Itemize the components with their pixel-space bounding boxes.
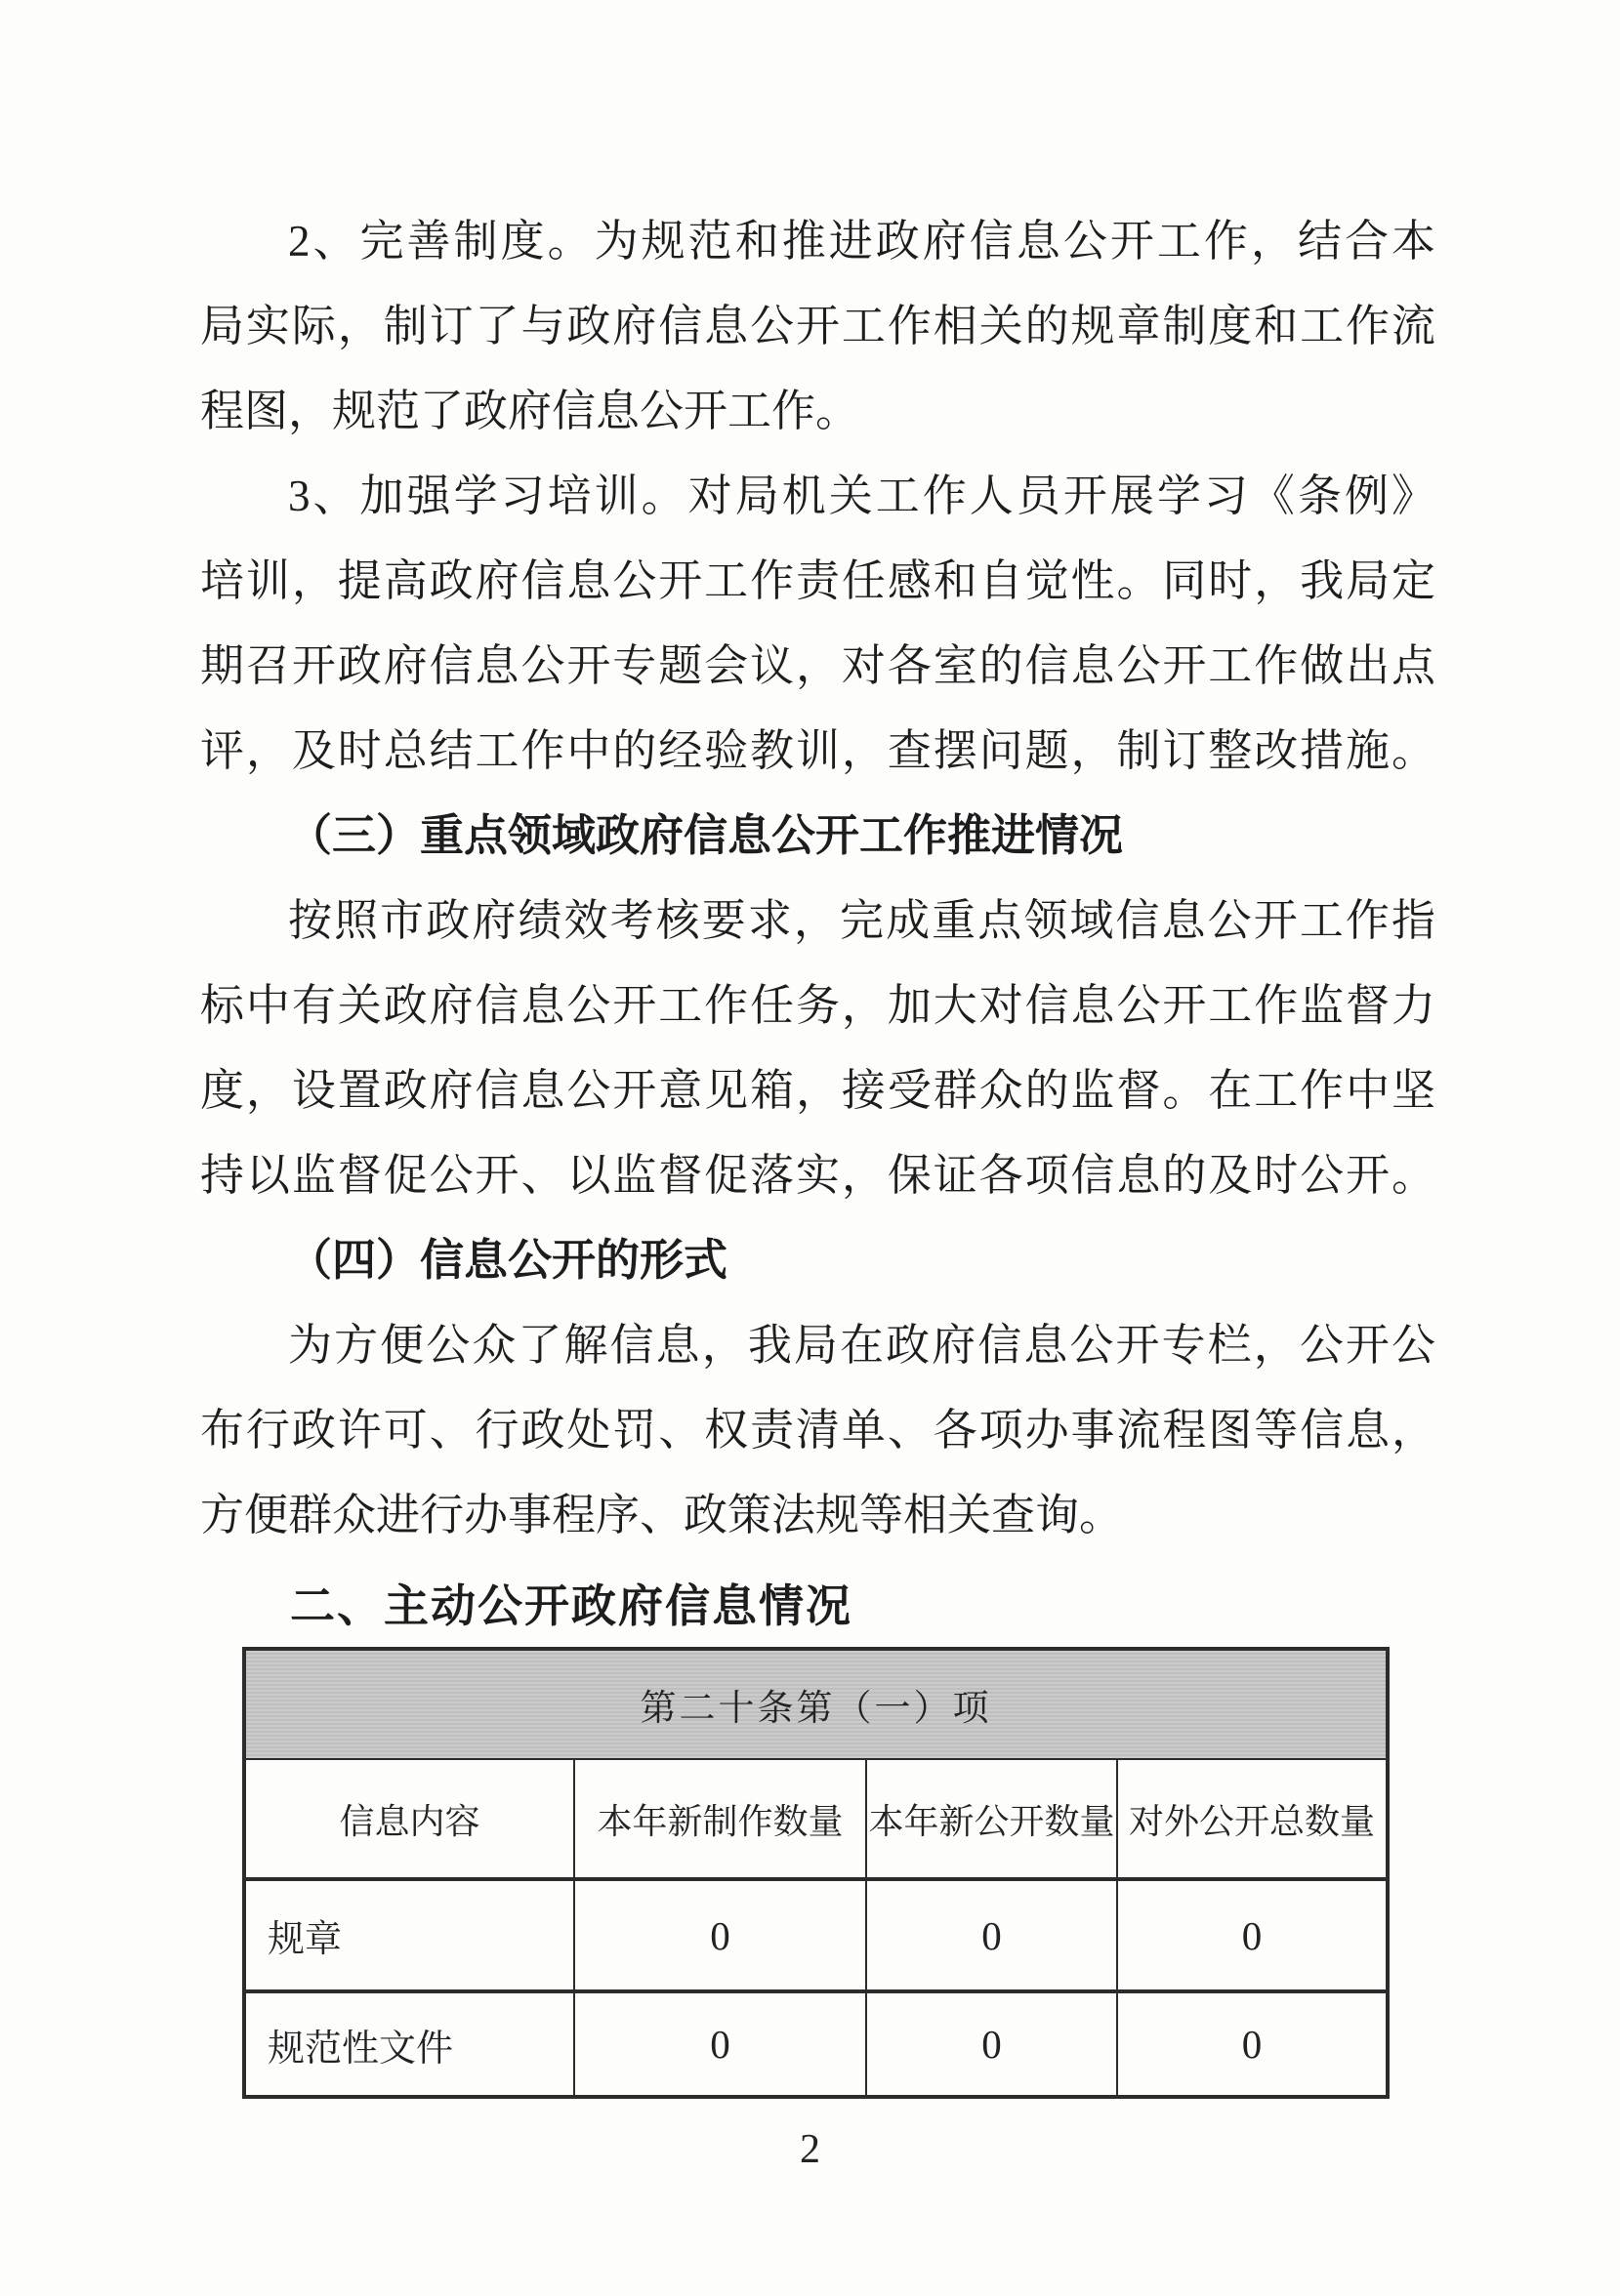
column-header: 本年新公开数量 xyxy=(866,1759,1117,1879)
text-line: 为方便公众了解信息，我局在政府信息公开专栏，公开公 xyxy=(288,1321,1435,1370)
text-line: 程图，规范了政府信息公开工作。 xyxy=(200,387,860,435)
table-caption: 第二十条第（一）项 xyxy=(244,1649,1388,1759)
text-line: 局实际，制订了与政府信息公开工作相关的规章制度和工作流 xyxy=(200,302,1435,350)
table-header-row xyxy=(244,1759,1388,1879)
column-header: 信息内容 xyxy=(244,1759,574,1879)
section-heading: 二、主动公开政府信息情况 xyxy=(290,1580,852,1631)
text-line: 评，及时总结工作中的经验教训，查摆问题，制订整改措施。 xyxy=(200,726,1435,775)
text-line: 方便群众进行办事程序、政策法规等相关查询。 xyxy=(200,1491,1124,1539)
text-line: 2、完善制度。为规范和推进政府信息公开工作，结合本 xyxy=(288,217,1435,266)
subsection-heading: （三）重点领域政府信息公开工作推进情况 xyxy=(288,811,1124,860)
cell-value: 0 xyxy=(574,1991,866,2097)
table-caption-row xyxy=(244,1649,1388,1759)
cell-value: 0 xyxy=(1117,1879,1388,1991)
text-line: 度，设置政府信息公开意见箱，接受群众的监督。在工作中坚 xyxy=(200,1066,1435,1115)
subsection-heading: （四）信息公开的形式 xyxy=(288,1236,728,1285)
text-line: 按照市政府绩效考核要求，完成重点领域信息公开工作指 xyxy=(288,896,1435,945)
column-header: 对外公开总数量 xyxy=(1117,1759,1388,1879)
column-header: 本年新制作数量 xyxy=(574,1759,866,1879)
text-line: 3、加强学习培训。对局机关工作人员开展学习《条例》 xyxy=(288,472,1435,520)
text-line: 标中有关政府信息公开工作任务，加大对信息公开工作监督力 xyxy=(200,981,1435,1030)
text-line: 培训，提高政府信息公开工作责任感和自觉性。同时，我局定 xyxy=(200,556,1435,605)
text-line: 持以监督促公开、以监督促落实，保证各项信息的及时公开。 xyxy=(200,1151,1435,1200)
row-label: 规范性文件 xyxy=(244,1991,574,2097)
table-row xyxy=(244,1991,1388,2097)
cell-value: 0 xyxy=(866,1991,1117,2097)
text-line: 期召开政府信息公开专题会议，对各室的信息公开工作做出点 xyxy=(200,641,1435,690)
row-label: 规章 xyxy=(244,1879,574,1991)
disclosure-table xyxy=(242,1647,1390,2099)
text-line: 布行政许可、行政处罚、权责清单、各项办事流程图等信息， xyxy=(200,1406,1435,1455)
cell-value: 0 xyxy=(574,1879,866,1991)
cell-value: 0 xyxy=(866,1879,1117,1991)
table-row xyxy=(244,1879,1388,1991)
cell-value: 0 xyxy=(1117,1991,1388,2097)
page-number: 2 xyxy=(800,2127,820,2172)
document-body xyxy=(200,199,1435,1649)
